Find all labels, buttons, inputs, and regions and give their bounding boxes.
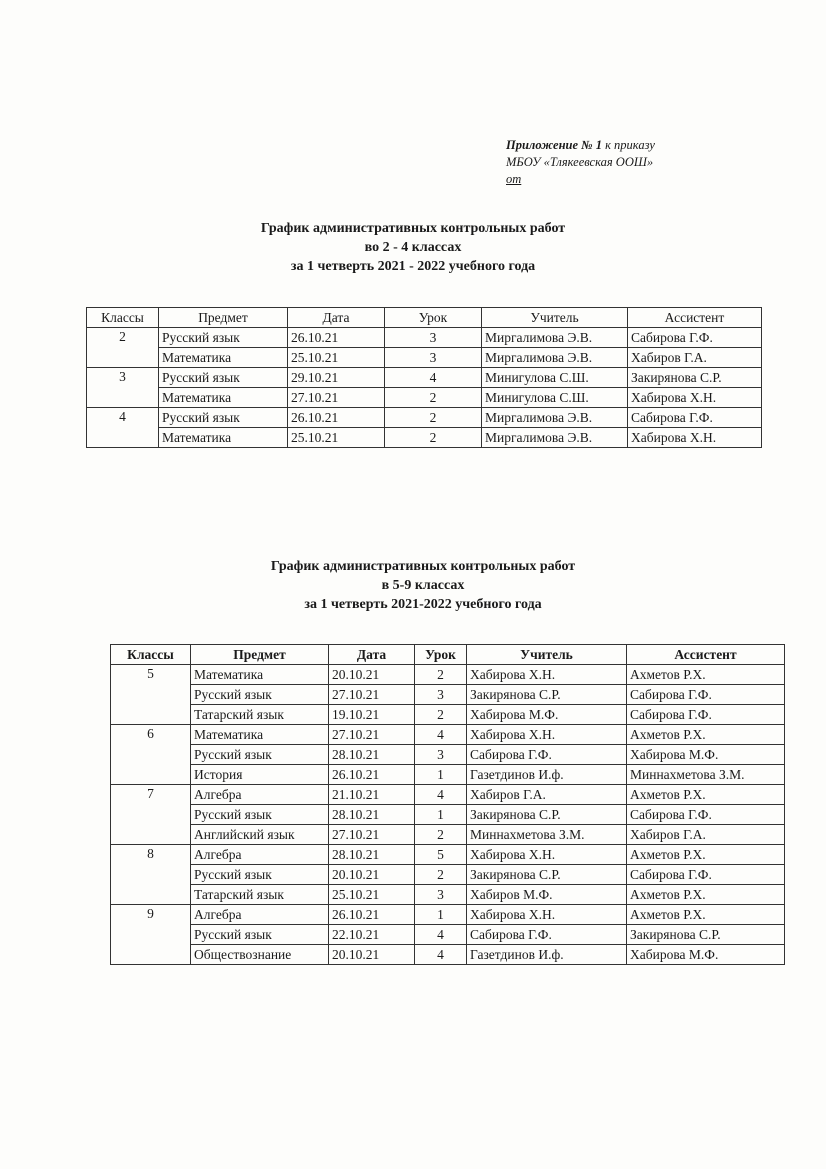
cell-teacher: Миргалимова Э.В. xyxy=(482,348,628,368)
cell-teacher: Хабирова Х.Н. xyxy=(467,905,627,925)
cell-lesson: 4 xyxy=(415,925,467,945)
cell-lesson: 1 xyxy=(415,765,467,785)
cell-date: 29.10.21 xyxy=(288,368,385,388)
appendix-school: МБОУ «Тлякеевская ООШ» xyxy=(506,155,654,169)
appendix-number: Приложение № 1 xyxy=(506,138,602,152)
header-subject: Предмет xyxy=(191,645,329,665)
cell-date: 27.10.21 xyxy=(329,825,415,845)
header-class: Классы xyxy=(111,645,191,665)
cell-teacher: Миннахметова З.М. xyxy=(467,825,627,845)
table-row xyxy=(87,428,762,448)
cell-assistant: Сабирова Г.Ф. xyxy=(627,685,785,705)
cell-assistant: Ахметов Р.Х. xyxy=(627,845,785,865)
table-row xyxy=(111,685,785,705)
cell-lesson: 2 xyxy=(415,825,467,845)
cell-subject: Обществознание xyxy=(191,945,329,965)
table-row xyxy=(111,905,785,925)
cell-assistant: Ахметов Р.Х. xyxy=(627,725,785,745)
cell-class: 5 xyxy=(111,665,191,725)
header-lesson: Урок xyxy=(385,308,482,328)
cell-lesson: 4 xyxy=(415,945,467,965)
header-assistant: Ассистент xyxy=(628,308,762,328)
title-line: за 1 четверть 2021 - 2022 учебного года xyxy=(290,259,536,274)
cell-teacher: Хабирова М.Ф. xyxy=(467,705,627,725)
cell-date: 26.10.21 xyxy=(329,765,415,785)
title-line: во 2 - 4 классах xyxy=(364,240,462,255)
cell-date: 25.10.21 xyxy=(288,428,385,448)
schedule-table-grades-2-4 xyxy=(86,307,762,448)
cell-subject: Русский язык xyxy=(191,925,329,945)
cell-assistant: Хабирова М.Ф. xyxy=(627,945,785,965)
cell-assistant: Ахметов Р.Х. xyxy=(627,785,785,805)
table-body xyxy=(87,328,762,448)
table-row xyxy=(111,825,785,845)
cell-date: 20.10.21 xyxy=(329,945,415,965)
cell-lesson: 2 xyxy=(415,665,467,685)
cell-subject: Татарский язык xyxy=(191,885,329,905)
cell-assistant: Ахметов Р.Х. xyxy=(627,885,785,905)
cell-subject: Английский язык xyxy=(191,825,329,845)
table-row xyxy=(111,785,785,805)
cell-lesson: 3 xyxy=(385,328,482,348)
title-line: в 5-9 классах xyxy=(381,578,465,593)
cell-subject: Русский язык xyxy=(191,685,329,705)
cell-date: 27.10.21 xyxy=(288,388,385,408)
table-row xyxy=(111,945,785,965)
header-class: Классы xyxy=(87,308,159,328)
cell-date: 26.10.21 xyxy=(288,408,385,428)
cell-lesson: 4 xyxy=(385,368,482,388)
header-teacher: Учитель xyxy=(482,308,628,328)
cell-date: 22.10.21 xyxy=(329,925,415,945)
cell-teacher: Газетдинов И.ф. xyxy=(467,765,627,785)
cell-teacher: Хабиров М.Ф. xyxy=(467,885,627,905)
table-row xyxy=(87,408,762,428)
cell-date: 28.10.21 xyxy=(329,845,415,865)
header-date: Дата xyxy=(288,308,385,328)
schedule-title-grades-2-4 xyxy=(0,219,826,276)
cell-class: 2 xyxy=(87,328,159,368)
cell-date: 25.10.21 xyxy=(329,885,415,905)
cell-teacher: Газетдинов И.ф. xyxy=(467,945,627,965)
cell-subject: Математика xyxy=(159,428,288,448)
table-row xyxy=(111,665,785,685)
title-line: График административных контрольных работ xyxy=(270,559,576,574)
cell-class: 6 xyxy=(111,725,191,785)
appendix-note xyxy=(506,137,655,188)
cell-date: 28.10.21 xyxy=(329,745,415,765)
cell-subject: Русский язык xyxy=(191,865,329,885)
appendix-date-label: от xyxy=(506,172,522,186)
cell-teacher: Минигулова С.Ш. xyxy=(482,368,628,388)
cell-assistant: Закирянова С.Р. xyxy=(628,368,762,388)
cell-assistant: Ахметов Р.Х. xyxy=(627,905,785,925)
cell-assistant: Хабиров Г.А. xyxy=(627,825,785,845)
cell-subject: Татарский язык xyxy=(191,705,329,725)
cell-date: 25.10.21 xyxy=(288,348,385,368)
cell-class: 9 xyxy=(111,905,191,965)
cell-subject: Русский язык xyxy=(159,328,288,348)
header-date: Дата xyxy=(329,645,415,665)
cell-date: 26.10.21 xyxy=(288,328,385,348)
cell-teacher: Хабирова Х.Н. xyxy=(467,845,627,865)
cell-date: 20.10.21 xyxy=(329,865,415,885)
cell-teacher: Минигулова С.Ш. xyxy=(482,388,628,408)
cell-assistant: Миннахметова З.М. xyxy=(627,765,785,785)
cell-class: 3 xyxy=(87,368,159,408)
cell-class: 7 xyxy=(111,785,191,845)
header-subject: Предмет xyxy=(159,308,288,328)
table-row xyxy=(111,885,785,905)
cell-assistant: Сабирова Г.Ф. xyxy=(627,805,785,825)
cell-date: 28.10.21 xyxy=(329,805,415,825)
table-row xyxy=(111,805,785,825)
cell-subject: Математика xyxy=(191,725,329,745)
table-row xyxy=(111,765,785,785)
table-row xyxy=(111,745,785,765)
table-row xyxy=(87,348,762,368)
title-line: за 1 четверть 2021-2022 учебного года xyxy=(304,597,542,612)
cell-subject: Русский язык xyxy=(159,408,288,428)
table-row xyxy=(111,845,785,865)
cell-subject: Математика xyxy=(159,348,288,368)
appendix-line-1 xyxy=(506,137,655,154)
cell-teacher: Миргалимова Э.В. xyxy=(482,408,628,428)
cell-assistant: Хабирова М.Ф. xyxy=(627,745,785,765)
cell-subject: Алгебра xyxy=(191,845,329,865)
cell-lesson: 3 xyxy=(415,745,467,765)
cell-assistant: Закирянова С.Р. xyxy=(627,925,785,945)
table-row xyxy=(87,388,762,408)
cell-lesson: 1 xyxy=(415,905,467,925)
cell-teacher: Миргалимова Э.В. xyxy=(482,328,628,348)
cell-lesson: 2 xyxy=(415,705,467,725)
table-row xyxy=(111,725,785,745)
cell-assistant: Сабирова Г.Ф. xyxy=(628,408,762,428)
cell-assistant: Хабиров Г.А. xyxy=(628,348,762,368)
cell-class: 4 xyxy=(87,408,159,448)
cell-lesson: 4 xyxy=(415,725,467,745)
cell-lesson: 2 xyxy=(385,388,482,408)
cell-assistant: Сабирова Г.Ф. xyxy=(627,705,785,725)
cell-assistant: Сабирова Г.Ф. xyxy=(627,865,785,885)
cell-teacher: Хабирова Х.Н. xyxy=(467,725,627,745)
cell-date: 19.10.21 xyxy=(329,705,415,725)
header-teacher: Учитель xyxy=(467,645,627,665)
cell-subject: Алгебра xyxy=(191,905,329,925)
cell-subject: Математика xyxy=(191,665,329,685)
table-row xyxy=(87,328,762,348)
table-body xyxy=(111,665,785,965)
cell-lesson: 1 xyxy=(415,805,467,825)
schedule-title-grades-5-9 xyxy=(10,557,826,614)
schedule-table-grades-5-9 xyxy=(110,644,785,965)
table-row xyxy=(111,925,785,945)
cell-lesson: 3 xyxy=(415,885,467,905)
cell-lesson: 3 xyxy=(385,348,482,368)
table-row xyxy=(87,368,762,388)
cell-teacher: Хабиров Г.А. xyxy=(467,785,627,805)
title-line: График административных контрольных работ xyxy=(260,221,566,236)
cell-lesson: 2 xyxy=(385,428,482,448)
cell-assistant: Ахметов Р.Х. xyxy=(627,665,785,685)
table-header-row xyxy=(87,308,762,328)
cell-subject: Русский язык xyxy=(159,368,288,388)
cell-date: 21.10.21 xyxy=(329,785,415,805)
table-row xyxy=(111,865,785,885)
cell-subject: Русский язык xyxy=(191,745,329,765)
cell-subject: Русский язык xyxy=(191,805,329,825)
cell-date: 26.10.21 xyxy=(329,905,415,925)
cell-subject: История xyxy=(191,765,329,785)
cell-teacher: Хабирова Х.Н. xyxy=(467,665,627,685)
cell-assistant: Хабирова Х.Н. xyxy=(628,388,762,408)
table-header-row xyxy=(111,645,785,665)
cell-teacher: Закирянова С.Р. xyxy=(467,865,627,885)
cell-date: 20.10.21 xyxy=(329,665,415,685)
cell-lesson: 5 xyxy=(415,845,467,865)
cell-assistant: Сабирова Г.Ф. xyxy=(628,328,762,348)
cell-class: 8 xyxy=(111,845,191,905)
cell-lesson: 2 xyxy=(385,408,482,428)
cell-teacher: Закирянова С.Р. xyxy=(467,685,627,705)
cell-lesson: 2 xyxy=(415,865,467,885)
cell-teacher: Закирянова С.Р. xyxy=(467,805,627,825)
cell-teacher: Сабирова Г.Ф. xyxy=(467,745,627,765)
cell-lesson: 4 xyxy=(415,785,467,805)
cell-teacher: Миргалимова Э.В. xyxy=(482,428,628,448)
cell-date: 27.10.21 xyxy=(329,685,415,705)
appendix-order: к приказу xyxy=(601,138,655,152)
header-lesson: Урок xyxy=(415,645,467,665)
cell-assistant: Хабирова Х.Н. xyxy=(628,428,762,448)
table-row xyxy=(111,705,785,725)
cell-subject: Математика xyxy=(159,388,288,408)
cell-subject: Алгебра xyxy=(191,785,329,805)
cell-lesson: 3 xyxy=(415,685,467,705)
header-assistant: Ассистент xyxy=(627,645,785,665)
cell-date: 27.10.21 xyxy=(329,725,415,745)
cell-teacher: Сабирова Г.Ф. xyxy=(467,925,627,945)
